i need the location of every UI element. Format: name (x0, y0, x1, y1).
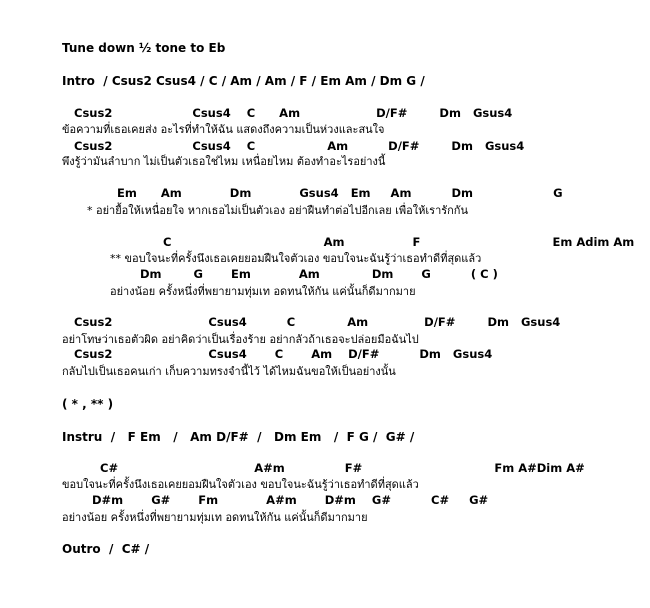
verse2-chords-1: Csus2 Csus4 C Am D/F# Dm Gsus4 (74, 315, 561, 329)
outro-chorus-lyric-2: อย่างน้อย ครั้งหนึ่งที่พยายามทุ่มเท อดทนให้กัน แค่นั้นก็ดีมากมาย (62, 511, 368, 524)
tuning-note: Tune down ½ tone to Eb (62, 41, 226, 55)
verse1-lyric-1: ข้อความที่เธอเคยส่ง อะไรที่ทำให้ฉัน แสดงถึงความเป็นห่วงและสนใจ (62, 123, 385, 136)
verse1-chords-1: Csus2 Csus4 C Am D/F# Dm Gsus4 (74, 106, 513, 120)
chorus-lyric-2: อย่างน้อย ครั้งหนึ่งที่พยายามทุ่มเท อดทนให้กัน แค่นั้นก็ดีมากมาย (110, 285, 416, 298)
verse2-lyric-2: กลับไปเป็นเธอคนเก่า เก็บความทรงจำนี้ไว้ ได้ไหมฉันขอให้เป็นอย่างนั้น (62, 365, 396, 378)
instrumental-line: Instru / F Em / Am D/F# / Dm Em / F G / G# / (62, 430, 415, 444)
verse2-lyric-1: อย่าโทษว่าเธอตัวผิด อย่าคิดว่าเป็นเรื่องร้าย อย่ากลัวถ้าเธอจะปล่อยมือฉันไป (62, 333, 419, 346)
outro-chorus-lyric-1: ขอบใจนะที่ครั้งนึงเธอเคยยอมฝืนใจตัวเอง ขอบใจนะฉันรู้ว่าเธอทำดีที่สุดแล้ว (62, 478, 419, 491)
outro-line: Outro / C# / (62, 542, 150, 556)
chorus-chords-1: C Am F Em Adim Am (163, 235, 635, 249)
chorus-lyric-1: ** ขอบใจนะที่ครั้งนึงเธอเคยยอมฝืนใจตัวเอง ขอบใจนะฉันรู้ว่าเธอทำดีที่สุดแล้ว (110, 252, 482, 265)
outro-chorus-chords-1: C# A#m F# Fm A#Dim A# (100, 461, 585, 475)
outro-chorus-chords-2: D#m G# Fm A#m D#m G# C# G# (92, 493, 489, 507)
repeat-marker: ( * , ** ) (62, 397, 114, 411)
prechorus-lyric: * อย่ายื้อให้เหนื่อยใจ หากเธอไม่เป็นตัวเอง อย่าฝืนทำต่อไปอีกเลย เพื่อให้เรารักกัน (87, 204, 468, 217)
intro-line: Intro / Csus2 Csus4 / C / Am / Am / F / Em Am / Dm G / (62, 74, 425, 88)
verse2-chords-2: Csus2 Csus4 C Am D/F# Dm Gsus4 (74, 347, 493, 361)
verse1-lyric-2: พึงรู้ว่ามันลำบาก ไม่เป็นตัวเธอใช่ไหม เหนื่อยไหม ต้องทำอะไรอย่างนี้ (62, 155, 386, 168)
prechorus-chords: Em Am Dm Gsus4 Em Am Dm G (117, 186, 563, 200)
verse1-chords-2: Csus2 Csus4 C Am D/F# Dm Gsus4 (74, 139, 525, 153)
chorus-chords-2: Dm G Em Am Dm G ( C ) (140, 267, 498, 281)
